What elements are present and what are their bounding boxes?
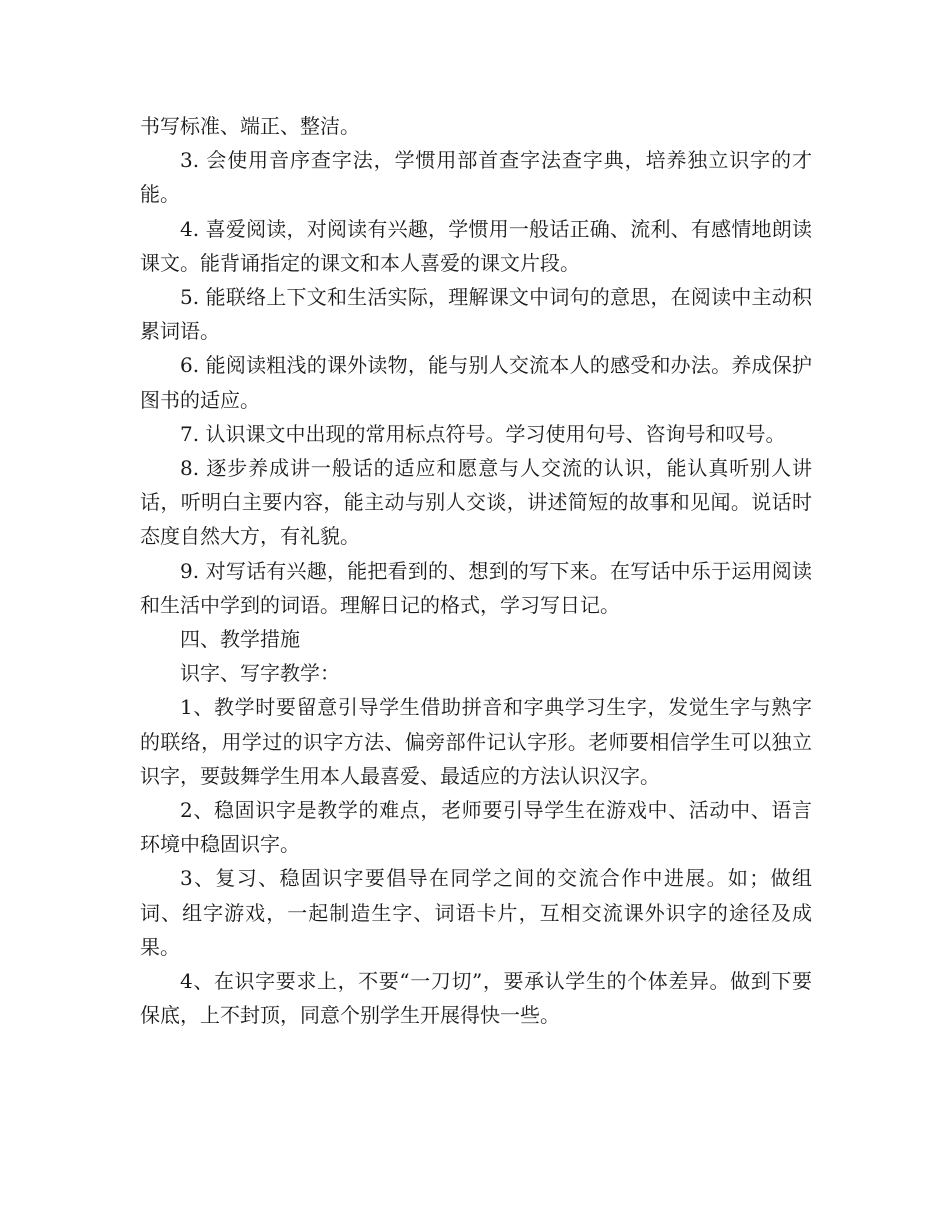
paragraph-continuation: 书写标准、端正、整洁。 (140, 114, 360, 138)
paragraph-item-9: 9. 对写话有兴趣，能把看到的、想到的写下来。在写话中乐于运用阅读和生活中学到的词语。理解日记的格式，学习写日记。 (140, 558, 812, 617)
paragraph-item-8: 8. 逐步养成讲一般话的适应和愿意与人交流的认识，能认真听别人讲话，听明白主要内容，能主动与别人交谈，讲述简短的故事和见闻。说话时态度自然大方，有礼貌。 (140, 456, 812, 549)
paragraph-item-5: 5. 能联络上下文和生活实际，理解课文中词句的意思，在阅读中主动积累词语。 (140, 285, 812, 344)
paragraph-item-4: 4. 喜爱阅读，对阅读有兴趣，学惯用一般话正确、流利、有感情地朗读课文。能背诵指定的课文和本人喜爱的课文片段。 (140, 216, 812, 275)
measure-item-3: 3、复习、稳固识字要倡导在同学之间的交流合作中进展。如；做组词、组字游戏，一起制造生字、词语卡片，互相交流课外识字的途径及成果。 (140, 866, 812, 959)
section-heading: 四、教学措施 (180, 627, 300, 652)
measure-item-2: 2、稳固识字是教学的难点，老师要引导学生在游戏中、活动中、语言环境中稳固识字。 (140, 798, 812, 857)
measure-item-4: 4、在识字要求上，不要“一刀切”，要承认学生的个体差异。做到下要保底，上不封顶，同意个别学生开展得快一些。 (140, 969, 812, 1028)
paragraph-item-6: 6. 能阅读粗浅的课外读物，能与别人交流本人的感受和办法。养成保护图书的适应。 (140, 353, 812, 412)
paragraph-item-3: 3. 会使用音序查字法，学惯用部首查字法查字典，培养独立识字的才能。 (140, 148, 812, 207)
paragraph-item-7: 7. 认识课文中出现的常用标点符号。学习使用句号、咨询号和叹号。 (180, 421, 786, 446)
subsection-heading: 识字、写字教学： (180, 661, 340, 686)
measure-item-1: 1、教学时要留意引导学生借助拼音和字典学习生字，发觉生字与熟字的联络，用学过的识字方法、偏旁部件记认字形。老师要相信学生可以独立识字，要鼓舞学生用本人最喜爱、最适应的方法认识汉字。 (140, 695, 812, 788)
document-page (140, 109, 812, 1032)
